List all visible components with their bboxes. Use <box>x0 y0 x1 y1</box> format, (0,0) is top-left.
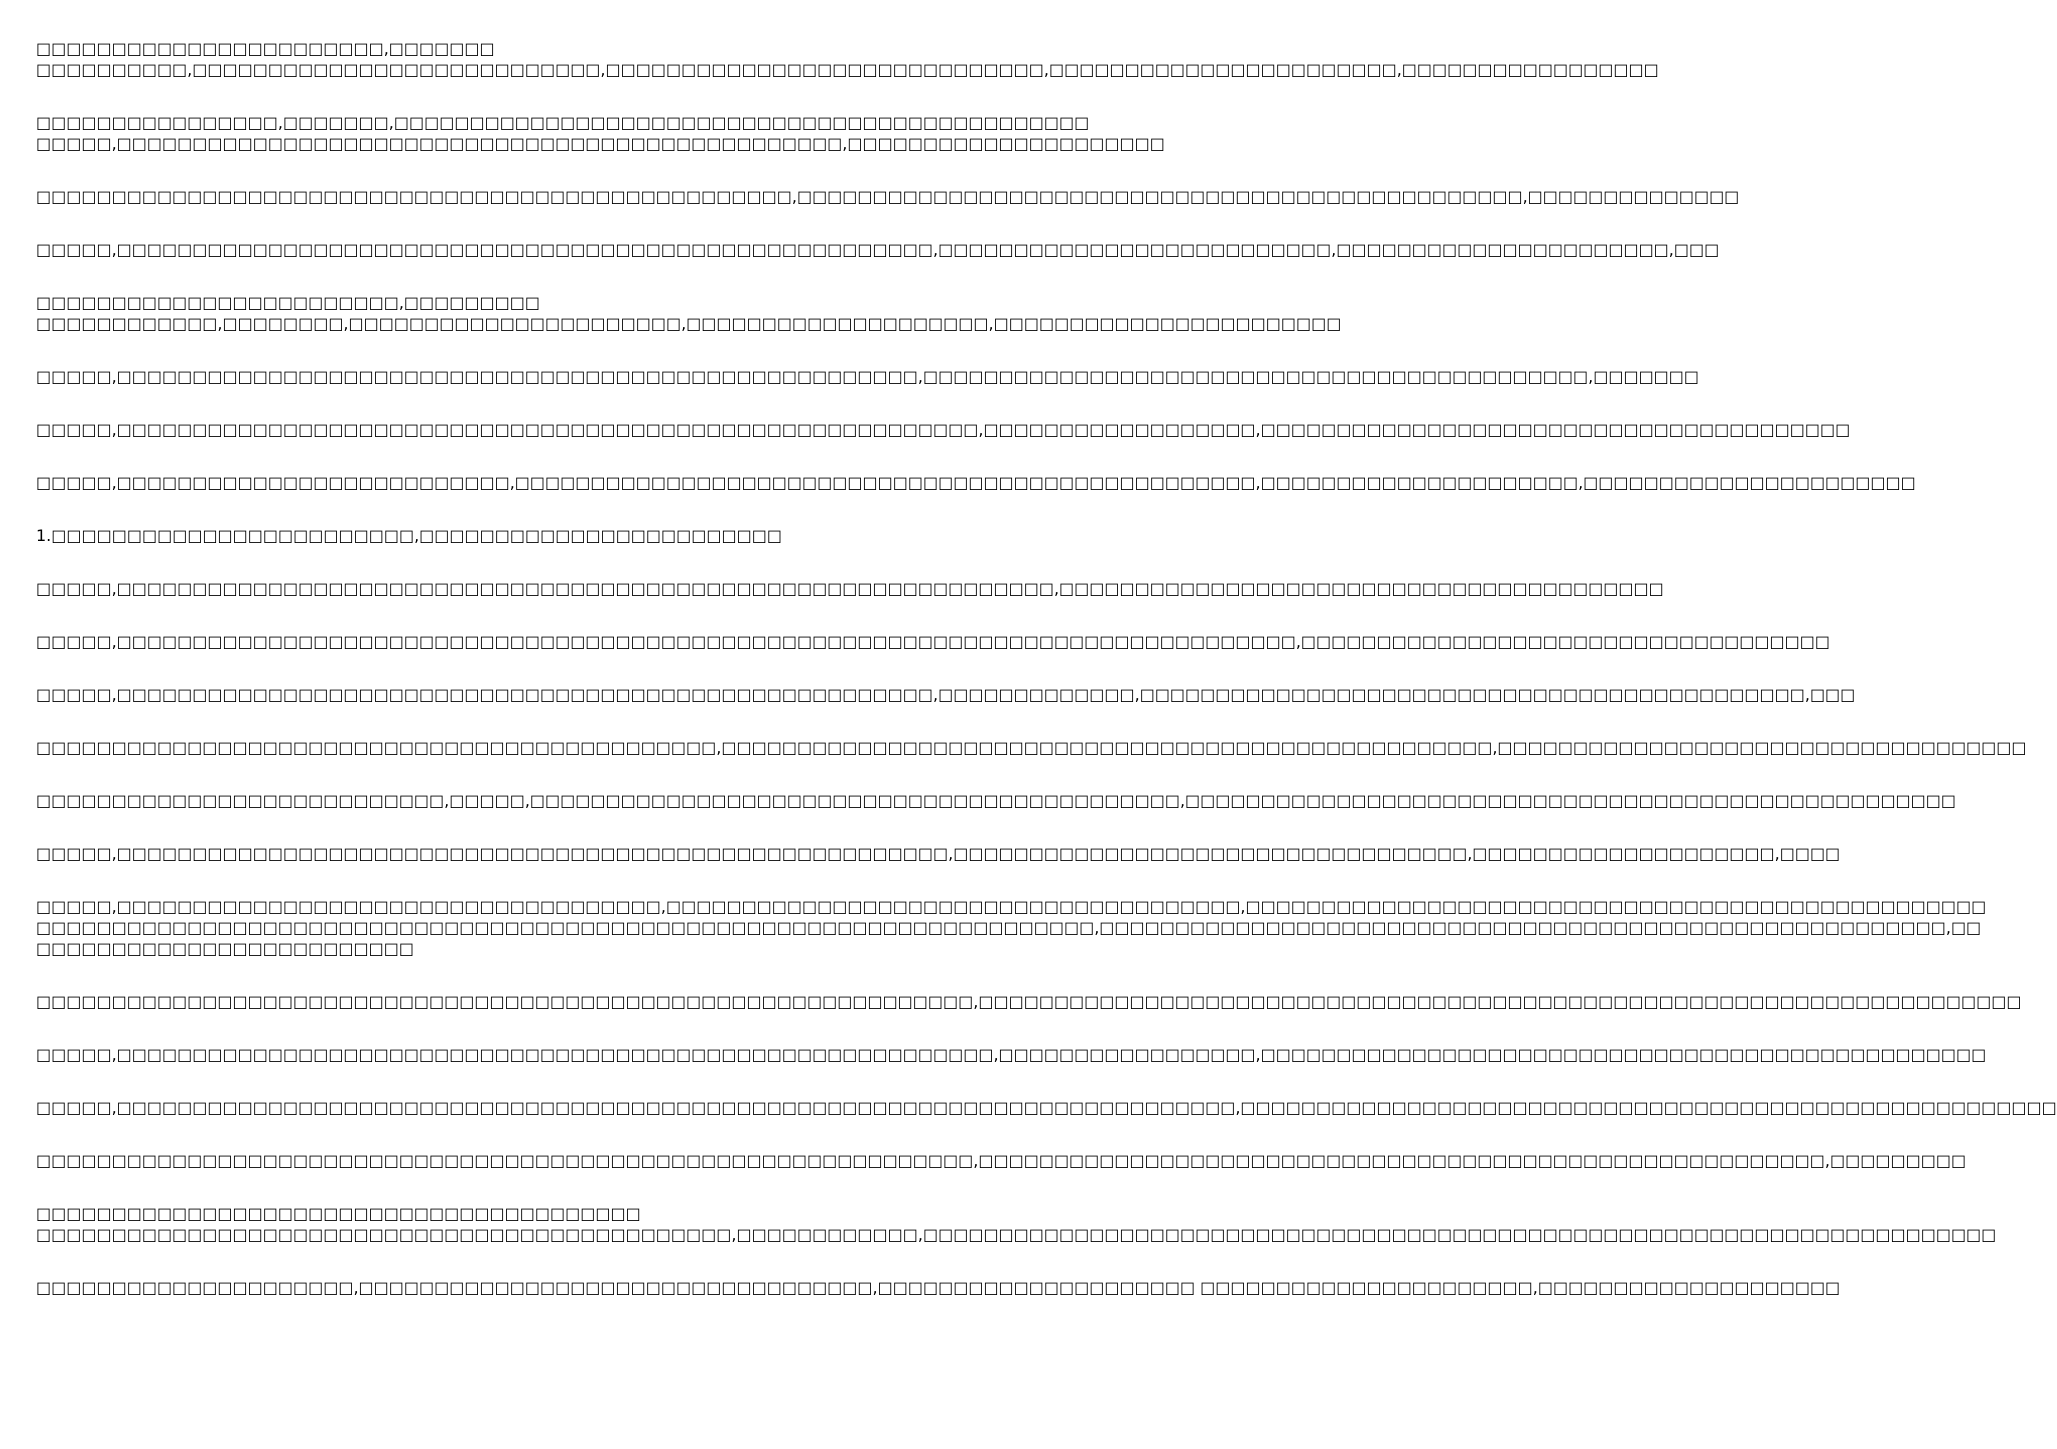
paragraph <box>36 578 1664 599</box>
text-line: □□□□□,□□□□□□□□□□□□□□□□□□□□□□□□□□,□□□□□□□□□□□□□□□□□□□□□□□□□□□□□□□□□□□□□□□□□□□□□□□□□,□□□□□□□□□□□□□□□□□□□□□,□□□□□□□□□□□□□□□□□□□□□□ <box>36 473 1916 492</box>
text-line: □□□□□□□□□□□□□□□□,□□□□□□□,□□□□□□□□□□□□□□□□□□□□□□□□□□□□□□□□□□□□□□□□□□□□□□ <box>36 113 1090 132</box>
text-line: □□□□□□□□□□,□□□□□□□□□□□□□□□□□□□□□□□□□□□,□□□□□□□□□□□□□□□□□□□□□□□□□□□□□,□□□□□□□□□□□□□□□□□□□□□□□,□□□□□□□□□□□□□□□□□ <box>36 60 1659 79</box>
text-line: □□□□□,□□□□□□□□□□□□□□□□□□□□□□□□□□□□□□□□□□□□□□□□□□□□□□□□,□□□□□□□□□□□□□□□□□□□□□ <box>36 134 1165 153</box>
paragraph <box>36 896 1987 959</box>
paragraph <box>36 737 2027 758</box>
text-line: □□□□□□□□□□□□□□□□□□□□□□□□□□□□□□□□□□□□□□□□□□□□□,□□□□□□□□□□□□□□□□□□□□□□□□□□□□□□□□□□□□□□□□□□□□□□□□□□□,□□□□□□□□□□□□□□□□□□□□□□□□□□□□□□□□□□□ <box>36 738 2027 757</box>
text-line: □□□□□,□□□□□□□□□□□□□□□□□□□□□□□□□□□□□□□□□□□□□□□□□□□□□□□□□□□□□□□□□□□□□□□□□□□□□□□□□□□□□□,□□□□□□□□□□□□□□□□□□□□□□□□□□□□□□□□□□□ <box>36 632 1830 651</box>
paragraph <box>36 631 1830 652</box>
text-line: □□□□□□□□□□□□□□□□□□□□□□□□□□□,□□□□□,□□□□□□□□□□□□□□□□□□□□□□□□□□□□□□□□□□□□□□□□□□□,□□□□□□□□□□□□□□□□□□□□□□□□□□□□□□□□□□□□□□□□□□□□□□□□□□□ <box>36 791 1957 810</box>
text-line: 1.□□□□□□□□□□□□□□□□□□□□□□□□,□□□□□□□□□□□□□□□□□□□□□□□□ <box>36 526 782 545</box>
text-line: □□□□□,□□□□□□□□□□□□□□□□□□□□□□□□□□□□□□□□□□□□□□□□□□□□□□□□□□□□□□,□□□□□□□□□□□□□□□□□□□□□□□□□□,□□□□□□□□□□□□□□□□□□□□□□,□□□ <box>36 240 1720 259</box>
paragraph <box>36 366 1700 387</box>
text-line: □□□□□□□□□□□□□□□□□□□□□□□□□□□□□□□□□□□□□□□□□□□□□□□□□□□□□□□□□□□□□□,□□□□□□□□□□□□□□□□□□□□□□□□□□□□□□□□□□□□□□□□□□□□□□□□□□□□□□□□□□□□□□□□□□□□□ <box>36 992 2022 1011</box>
document-body <box>36 38 2057 1330</box>
paragraph <box>36 112 1165 154</box>
paragraph <box>36 684 1856 705</box>
paragraph <box>36 1277 1841 1298</box>
paragraph <box>36 419 1851 440</box>
text-line: □□□□□□□□□□□□□□□□□□□□□□□□□□□□□□□□□□□□□□□□□□□□□□□□□□□□□□□□□□□□□□□□□□□□□□,□□□□□□□□□□□□□□□□□□□□□□□□□□□□□□□□□□□□□□□□□□□□□□□□□□□□□□□□,□□ <box>36 918 1982 937</box>
text-line: □□□□□,□□□□□□□□□□□□□□□□□□□□□□□□□□□□□□□□□□□□□□□□□□□□□□□□□□□□□□□,□□□□□□□□□□□□□□□□□□□□□□□□□□□□□□□□□□,□□□□□□□□□□□□□□□□□□□□,□□□□ <box>36 844 1841 863</box>
text-line: □□□□□,□□□□□□□□□□□□□□□□□□□□□□□□□□□□□□□□□□□□□□□□□□□□□□□□□□□□□□□□□□□□□□,□□□□□□□□□□□□□□□□□□□□□□□□□□□□□□□□□□□□□□□□ <box>36 579 1664 598</box>
text-line: □□□□□□□□□□□□□□□□□□□□□□□□□ <box>36 939 414 958</box>
paragraph <box>36 38 1659 80</box>
paragraph <box>36 1097 2057 1118</box>
text-line: □□□□□,□□□□□□□□□□□□□□□□□□□□□□□□□□□□□□□□□□□□□□□□□□□□□□□□□□□□□□,□□□□□□□□□□□□□,□□□□□□□□□□□□□□□□□□□□□□□□□□□□□□□□□□□□□□□□□□□□,□□□ <box>36 685 1856 704</box>
paragraph <box>36 1203 1997 1245</box>
paragraph <box>36 472 1916 493</box>
text-line: □□□□□□□□□□□□□□□□□□□□□□□□□□□□□□□□□□□□□□□□□□□□□□□□□□□□□□□□□□□□□□,□□□□□□□□□□□□□□□□□□□□□□□□□□□□□□□□□□□□□□□□□□□□□□□□□□□□□□□□,□□□□□□□□□ <box>36 1151 1967 1170</box>
paragraph <box>36 239 1720 260</box>
paragraph <box>36 292 1342 334</box>
paragraph <box>36 843 1841 864</box>
text-line: □□□□□□□□□□□□□□□□□□□□□,□□□□□□□□□□□□□□□□□□□□□□□□□□□□□□□□□□,□□□□□□□□□□□□□□□□□□□□□ □□□□□□□□□□□□□□□□□□□□□□,□□□□□□□□□□□□□□□□□□□□ <box>36 1278 1841 1297</box>
text-line: □□□□□□□□□□□□□□□□□□□□□□□□□□□□□□□□□□□□□□□□□□□□□□□□□□,□□□□□□□□□□□□□□□□□□□□□□□□□□□□□□□□□□□□□□□□□□□□□□□□,□□□□□□□□□□□□□□ <box>36 187 1740 206</box>
text-line: □□□□□,□□□□□□□□□□□□□□□□□□□□□□□□□□□□□□□□□□□□,□□□□□□□□□□□□□□□□□□□□□□□□□□□□□□□□□□□□□□,□□□□□□□□□□□□□□□□□□□□□□□□□□□□□□□□□□□□□□□□□□□□□□□□□ <box>36 897 1987 916</box>
paragraph <box>36 186 1740 207</box>
text-line: □□□□□,□□□□□□□□□□□□□□□□□□□□□□□□□□□□□□□□□□□□□□□□□□□□□□□□□□□□□□□□□,□□□□□□□□□□□□□□□□□□,□□□□□□□□□□□□□□□□□□□□□□□□□□□□□□□□□□□□□□□ <box>36 420 1851 439</box>
paragraph <box>36 790 1957 811</box>
text-line: □□□□□□□□□□□□,□□□□□□□□,□□□□□□□□□□□□□□□□□□□□□□,□□□□□□□□□□□□□□□□□□□□,□□□□□□□□□□□□□□□□□□□□□□□ <box>36 314 1342 333</box>
paragraph <box>36 525 990 546</box>
text-line: □□□□□□□□□□□□□□□□□□□□□□□□□□□□□□□□□□□□□□□□ <box>36 1204 641 1223</box>
text-line: □□□□□□□□□□□□□□□□□□□□□□□□□□□□□□□□□□□□□□□□□□□□□□,□□□□□□□□□□□□,□□□□□□□□□□□□□□□□□□□□□□□□□□□□□□□□□□□□□□□□□□□□□□□□□□□□□□□□□□□□□□□□□□□□□□□ <box>36 1225 1997 1244</box>
text-line: □□□□□,□□□□□□□□□□□□□□□□□□□□□□□□□□□□□□□□□□□□□□□□□□□□□□□□□□□□□□□□□□□□□□□□□□□□□□□□□□,□□□□□□□□□□□□□□□□□□□□□□□□□□□□□□□□□□□□□□□□□□□□□□□□□□□□□□ <box>36 1098 2057 1117</box>
paragraph <box>36 991 2022 1012</box>
text-line: □□□□□□□□□□□□□□□□□□□□□□□□,□□□□□□□□□ <box>36 293 540 312</box>
text-line: □□□□□,□□□□□□□□□□□□□□□□□□□□□□□□□□□□□□□□□□□□□□□□□□□□□□□□□□□□□□□□□□,□□□□□□□□□□□□□□□□□,□□□□□□□□□□□□□□□□□□□□□□□□□□□□□□□□□□□□□□□□□□□□□□□□ <box>36 1045 1987 1064</box>
paragraph <box>36 1150 1967 1171</box>
paragraph <box>36 1044 1987 1065</box>
text-line: □□□□□□□□□□□□□□□□□□□□□□□,□□□□□□□ <box>36 39 495 58</box>
text-line: □□□□□,□□□□□□□□□□□□□□□□□□□□□□□□□□□□□□□□□□□□□□□□□□□□□□□□□□□□□,□□□□□□□□□□□□□□□□□□□□□□□□□□□□□□□□□□□□□□□□□□□□,□□□□□□□ <box>36 367 1700 386</box>
